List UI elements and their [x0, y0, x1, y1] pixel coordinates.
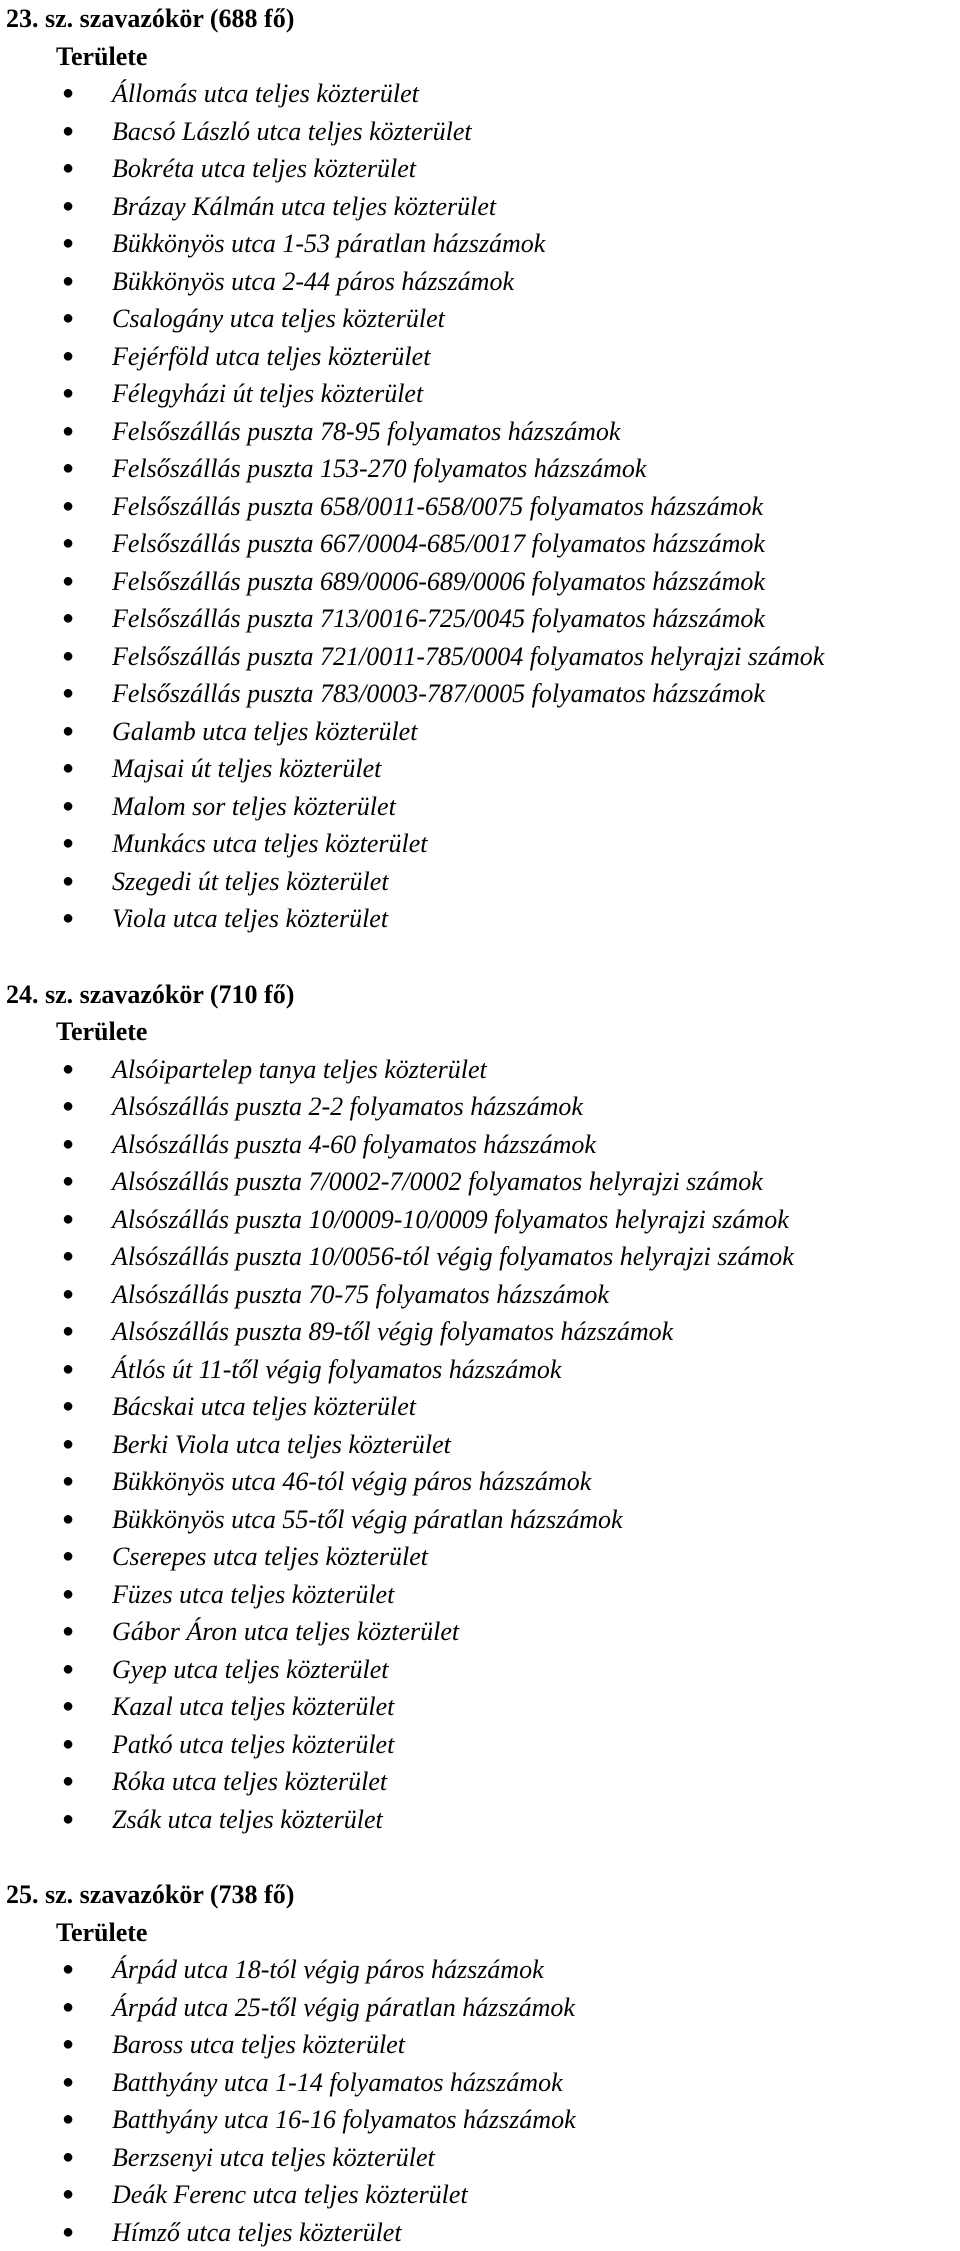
- bullet-icon: ●: [62, 2026, 72, 2064]
- list-item: [6, 750, 956, 788]
- list-item-text: Alsóipartelep tanya teljes közterület: [112, 1051, 487, 1089]
- list-item-text: Alsószállás puszta 10/0009-10/0009 folyamatos helyrajzi számok: [112, 1201, 789, 1239]
- list-item-text: Bükkönyös utca 1-53 páratlan házszámok: [112, 225, 545, 263]
- list-item: [6, 638, 956, 676]
- list-item-text: Füzes utca teljes közterület: [112, 1576, 394, 1614]
- bullet-icon: ●: [62, 1576, 72, 1614]
- list-item: [6, 825, 956, 863]
- list-item: [6, 525, 956, 563]
- bullet-icon: ●: [62, 1051, 72, 1089]
- bullet-icon: ●: [62, 1238, 72, 1276]
- list-item-text: Viola utca teljes közterület: [112, 900, 388, 938]
- bullet-icon: ●: [62, 1951, 72, 1989]
- bullet-icon: ●: [62, 188, 72, 226]
- bullet-icon: ●: [62, 525, 72, 563]
- list-item-text: Átlós út 11-től végig folyamatos házszámok: [112, 1351, 561, 1389]
- list-item-text: Deák Ferenc utca teljes közterület: [112, 2176, 468, 2214]
- list-item: [6, 1651, 956, 1689]
- district-section-25: [6, 1876, 956, 2251]
- bullet-icon: ●: [62, 375, 72, 413]
- list-item-text: Árpád utca 18-tól végig páros házszámok: [112, 1951, 544, 1989]
- list-item-text: Bokréta utca teljes közterület: [112, 150, 416, 188]
- list-item-text: Felsőszállás puszta 667/0004-685/0017 folyamatos házszámok: [112, 525, 765, 563]
- list-item: [6, 563, 956, 601]
- list-item-text: Patkó utca teljes közterület: [112, 1726, 394, 1764]
- list-item-text: Munkács utca teljes közterület: [112, 825, 428, 863]
- list-item-text: Alsószállás puszta 70-75 folyamatos házszámok: [112, 1276, 609, 1314]
- street-list: [6, 1951, 956, 2251]
- bullet-icon: ●: [62, 413, 72, 451]
- list-item: [6, 1538, 956, 1576]
- list-item-text: Alsószállás puszta 10/0056-tól végig folyamatos helyrajzi számok: [112, 1238, 794, 1276]
- bullet-icon: ●: [62, 113, 72, 151]
- list-item-text: Cserepes utca teljes közterület: [112, 1538, 428, 1576]
- list-item: [6, 1126, 956, 1164]
- bullet-icon: ●: [62, 2176, 72, 2214]
- document-page: [6, 0, 956, 2251]
- section-spacer: [6, 1838, 956, 1876]
- list-item-text: Kazal utca teljes közterület: [112, 1688, 394, 1726]
- list-item: [6, 113, 956, 151]
- bullet-icon: ●: [62, 1351, 72, 1389]
- list-item-text: Állomás utca teljes közterület: [112, 75, 419, 113]
- list-item-text: Alsószállás puszta 89-től végig folyamatos házszámok: [112, 1313, 673, 1351]
- list-item-text: Gábor Áron utca teljes közterület: [112, 1613, 459, 1651]
- list-item-text: Berzsenyi utca teljes közterület: [112, 2139, 435, 2177]
- bullet-icon: ●: [62, 338, 72, 376]
- list-item-text: Hímző utca teljes közterület: [112, 2214, 402, 2251]
- list-item: [6, 1163, 956, 1201]
- bullet-icon: ●: [62, 788, 72, 826]
- bullet-icon: ●: [62, 1501, 72, 1539]
- list-item-text: Bácskai utca teljes közterület: [112, 1388, 416, 1426]
- list-item-text: Bacsó László utca teljes közterület: [112, 113, 472, 151]
- bullet-icon: ●: [62, 713, 72, 751]
- list-item: [6, 375, 956, 413]
- list-item: [6, 1201, 956, 1239]
- list-item: [6, 1313, 956, 1351]
- list-item: [6, 188, 956, 226]
- list-item: [6, 488, 956, 526]
- list-item-text: Galamb utca teljes közterület: [112, 713, 417, 751]
- bullet-icon: ●: [62, 825, 72, 863]
- bullet-icon: ●: [62, 750, 72, 788]
- list-item-text: Bükkönyös utca 2-44 páros házszámok: [112, 263, 514, 301]
- district-title: 25. sz. szavazókör (738 fő): [6, 1876, 956, 1914]
- list-item-text: Majsai út teljes közterület: [112, 750, 381, 788]
- list-item: [6, 1613, 956, 1651]
- list-item-text: Zsák utca teljes közterület: [112, 1801, 383, 1839]
- list-item: [6, 1576, 956, 1614]
- bullet-icon: ●: [62, 1201, 72, 1239]
- list-item-text: Alsószállás puszta 2-2 folyamatos házszámok: [112, 1088, 583, 1126]
- list-item: [6, 1763, 956, 1801]
- list-item: [6, 1388, 956, 1426]
- district-section-24: [6, 976, 956, 1839]
- district-section-23: [6, 0, 956, 938]
- list-item: [6, 1463, 956, 1501]
- list-item: [6, 2139, 956, 2177]
- list-item-text: Fejérföld utca teljes közterület: [112, 338, 430, 376]
- bullet-icon: ●: [62, 2101, 72, 2139]
- list-item-text: Árpád utca 25-től végig páratlan házszámok: [112, 1989, 575, 2027]
- bullet-icon: ●: [62, 600, 72, 638]
- list-item: [6, 75, 956, 113]
- bullet-icon: ●: [62, 450, 72, 488]
- district-title: 24. sz. szavazókör (710 fő): [6, 976, 956, 1014]
- list-item-text: Brázay Kálmán utca teljes közterület: [112, 188, 496, 226]
- list-item-text: Felsőszállás puszta 689/0006-689/0006 folyamatos házszámok: [112, 563, 765, 601]
- bullet-icon: ●: [62, 563, 72, 601]
- district-subtitle: Területe: [6, 1013, 956, 1051]
- bullet-icon: ●: [62, 1088, 72, 1126]
- bullet-icon: ●: [62, 1463, 72, 1501]
- list-item: [6, 263, 956, 301]
- list-item: [6, 675, 956, 713]
- street-list: [6, 1051, 956, 1839]
- list-item-text: Róka utca teljes közterület: [112, 1763, 387, 1801]
- street-list: [6, 75, 956, 938]
- list-item-text: Berki Viola utca teljes közterület: [112, 1426, 451, 1464]
- list-item: [6, 713, 956, 751]
- list-item: [6, 413, 956, 451]
- bullet-icon: ●: [62, 75, 72, 113]
- list-item-text: Bükkönyös utca 46-tól végig páros házszámok: [112, 1463, 591, 1501]
- list-item-text: Felsőszállás puszta 721/0011-785/0004 folyamatos helyrajzi számok: [112, 638, 824, 676]
- list-item: [6, 225, 956, 263]
- list-item: [6, 900, 956, 938]
- section-spacer: [6, 938, 956, 976]
- bullet-icon: ●: [62, 2064, 72, 2102]
- bullet-icon: ●: [62, 1613, 72, 1651]
- list-item: [6, 1688, 956, 1726]
- bullet-icon: ●: [62, 488, 72, 526]
- list-item: [6, 1989, 956, 2027]
- bullet-icon: ●: [62, 1688, 72, 1726]
- bullet-icon: ●: [62, 1989, 72, 2027]
- list-item-text: Gyep utca teljes közterület: [112, 1651, 389, 1689]
- list-item: [6, 1051, 956, 1089]
- list-item-text: Felsőszállás puszta 78-95 folyamatos házszámok: [112, 413, 620, 451]
- list-item: [6, 1501, 956, 1539]
- bullet-icon: ●: [62, 1763, 72, 1801]
- list-item-text: Bükkönyös utca 55-től végig páratlan házszámok: [112, 1501, 623, 1539]
- bullet-icon: ●: [62, 1651, 72, 1689]
- list-item: [6, 2064, 956, 2102]
- district-title: 23. sz. szavazókör (688 fő): [6, 0, 956, 38]
- bullet-icon: ●: [62, 1276, 72, 1314]
- list-item-text: Csalogány utca teljes közterület: [112, 300, 445, 338]
- bullet-icon: ●: [62, 1801, 72, 1839]
- list-item: [6, 1276, 956, 1314]
- list-item: [6, 1426, 956, 1464]
- list-item: [6, 2176, 956, 2214]
- bullet-icon: ●: [62, 1538, 72, 1576]
- list-item: [6, 1801, 956, 1839]
- list-item: [6, 1088, 956, 1126]
- list-item-text: Batthyány utca 1-14 folyamatos házszámok: [112, 2064, 563, 2102]
- bullet-icon: ●: [62, 263, 72, 301]
- list-item: [6, 600, 956, 638]
- bullet-icon: ●: [62, 1726, 72, 1764]
- list-item-text: Felsőszállás puszta 783/0003-787/0005 folyamatos házszámok: [112, 675, 765, 713]
- list-item: [6, 788, 956, 826]
- list-item-text: Felsőszállás puszta 153-270 folyamatos házszámok: [112, 450, 646, 488]
- list-item: [6, 1951, 956, 1989]
- list-item-text: Alsószállás puszta 7/0002-7/0002 folyamatos helyrajzi számok: [112, 1163, 763, 1201]
- list-item: [6, 300, 956, 338]
- list-item-text: Batthyány utca 16-16 folyamatos házszámok: [112, 2101, 576, 2139]
- district-subtitle: Területe: [6, 38, 956, 76]
- bullet-icon: ●: [62, 675, 72, 713]
- bullet-icon: ●: [62, 2214, 72, 2251]
- list-item-text: Felsőszállás puszta 658/0011-658/0075 folyamatos házszámok: [112, 488, 763, 526]
- bullet-icon: ●: [62, 1313, 72, 1351]
- list-item-text: Félegyházi út teljes közterület: [112, 375, 423, 413]
- list-item: [6, 2101, 956, 2139]
- list-item: [6, 863, 956, 901]
- bullet-icon: ●: [62, 1388, 72, 1426]
- list-item-text: Szegedi út teljes közterület: [112, 863, 389, 901]
- bullet-icon: ●: [62, 638, 72, 676]
- list-item-text: Felsőszállás puszta 713/0016-725/0045 folyamatos házszámok: [112, 600, 765, 638]
- bullet-icon: ●: [62, 863, 72, 901]
- bullet-icon: ●: [62, 1126, 72, 1164]
- list-item: [6, 150, 956, 188]
- bullet-icon: ●: [62, 1163, 72, 1201]
- bullet-icon: ●: [62, 150, 72, 188]
- list-item: [6, 2214, 956, 2251]
- bullet-icon: ●: [62, 225, 72, 263]
- list-item-text: Baross utca teljes közterület: [112, 2026, 405, 2064]
- list-item: [6, 1238, 956, 1276]
- list-item-text: Alsószállás puszta 4-60 folyamatos házszámok: [112, 1126, 596, 1164]
- bullet-icon: ●: [62, 900, 72, 938]
- bullet-icon: ●: [62, 300, 72, 338]
- district-subtitle: Területe: [6, 1914, 956, 1952]
- bullet-icon: ●: [62, 1426, 72, 1464]
- list-item-text: Malom sor teljes közterület: [112, 788, 396, 826]
- list-item: [6, 338, 956, 376]
- list-item: [6, 2026, 956, 2064]
- list-item: [6, 1351, 956, 1389]
- bullet-icon: ●: [62, 2139, 72, 2177]
- list-item: [6, 1726, 956, 1764]
- list-item: [6, 450, 956, 488]
